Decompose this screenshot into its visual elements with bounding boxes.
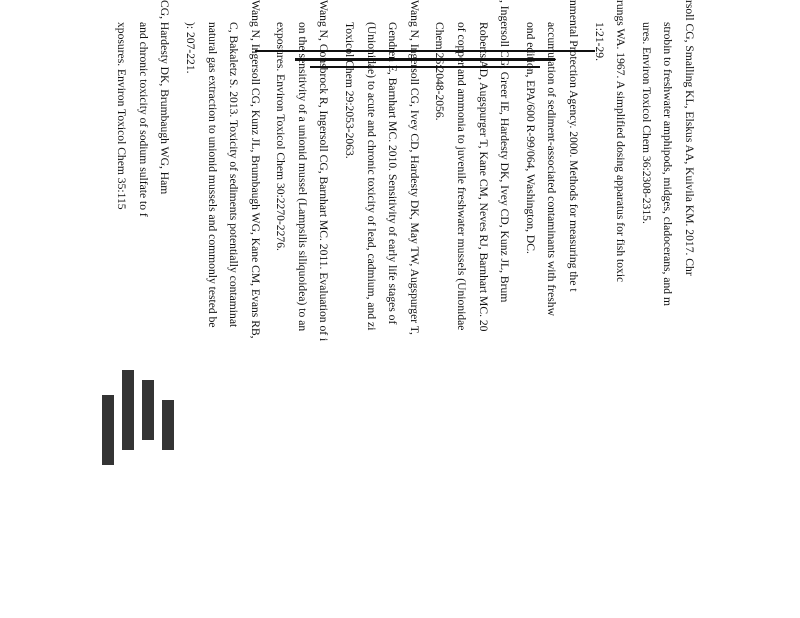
reference-line: exposures. Environ Toxicol Chem 30:2270-2276.: [274, 22, 288, 251]
garbled-scan-artifact: [500, 40, 620, 618]
ink-blotch: [162, 400, 174, 450]
reference-line: on the sensitivity of a unionid mussel (Lampsilis siliquoidea) to an: [295, 22, 309, 332]
reference-line: Gendren E, Barnhart MC. 2010. Sensitivity of early life stages of: [386, 22, 400, 325]
reference-line: Wang N, Consbrock R, Ingersoll CG, Barnhart MC. 2011. Evaluation of i: [317, 0, 331, 342]
reference-line: strobin to freshwater amphipods, midges, cladocerans, and m: [661, 22, 675, 306]
reference-line: and chronic toxicity of sodium sulfate to f: [136, 22, 150, 217]
reference-line: 1:21-29.: [592, 22, 606, 61]
reference-line: CG, Hardesty DK, Brumbaugh WG, Ham: [158, 0, 172, 195]
reference-line: ): 207-221.: [183, 22, 197, 74]
reference-line: Roberts AD, Augspurger T, Kane CM, Neves RJ, Barnhart MC. 20: [476, 22, 490, 332]
reference-line: Wang N, Ingersoll CG, Kunz JL, Brumbaugh WG, Kane CM, Evans RB,: [248, 0, 262, 339]
reference-entry: [270, 0, 335, 520]
reference-line: Wang N, Ingersoll CG, Ivey CD, Hardesty DK, May TW, Augspurger T,: [407, 0, 421, 335]
reference-line: ond edition, EPA/600 R-99/064, Washington, DC.: [523, 22, 537, 254]
reference-entry: [179, 0, 265, 520]
reference-line: (Unionidae) to acute and chronic toxicity of lead, cadmium, and zi: [364, 22, 378, 331]
reference-line: Chem 26:2048-2056.: [433, 22, 447, 121]
ink-blotch: [142, 380, 154, 440]
reference-line: xposures. Environ Toxicol Chem 35:115: [115, 22, 129, 210]
ink-blotch: [102, 395, 114, 465]
reference-line: ures. Environ Toxicol Chem 36:2308-2315.: [639, 22, 653, 224]
reference-line: , Ingersoll CG, Greer IE, Hardesty DK, Ivey CD, Kunz JL, Brum: [498, 0, 512, 303]
reference-line: rsoll CG, Smalling KL, Elskus AA, Kuivila KM. 2017. Chr: [683, 0, 696, 276]
reference-entry: [635, 0, 700, 520]
ink-blotch: [122, 370, 134, 450]
reference-line: Toxicol Chem 29:2053-2063.: [343, 22, 357, 159]
reference-line: C, Bakaletz S. 2013. Toxicity of sediments potentially contaminat: [227, 22, 241, 328]
reference-line: of copper and ammonia to juvenile freshwater mussels (Unionidae: [455, 22, 469, 331]
reference-line: natural gas extraction to unionid mussels and commonly tested be: [205, 22, 219, 328]
reference-line: accumulation of sediment-associated contaminants with freshw: [545, 22, 559, 316]
reference-line: rungs WA. 1967. A simplified dosing apparatus for fish toxic: [614, 0, 628, 283]
reference-entry: [339, 0, 425, 520]
reference-line: nmental Protection Agency. 2000. Methods for measuring the t: [567, 0, 581, 292]
